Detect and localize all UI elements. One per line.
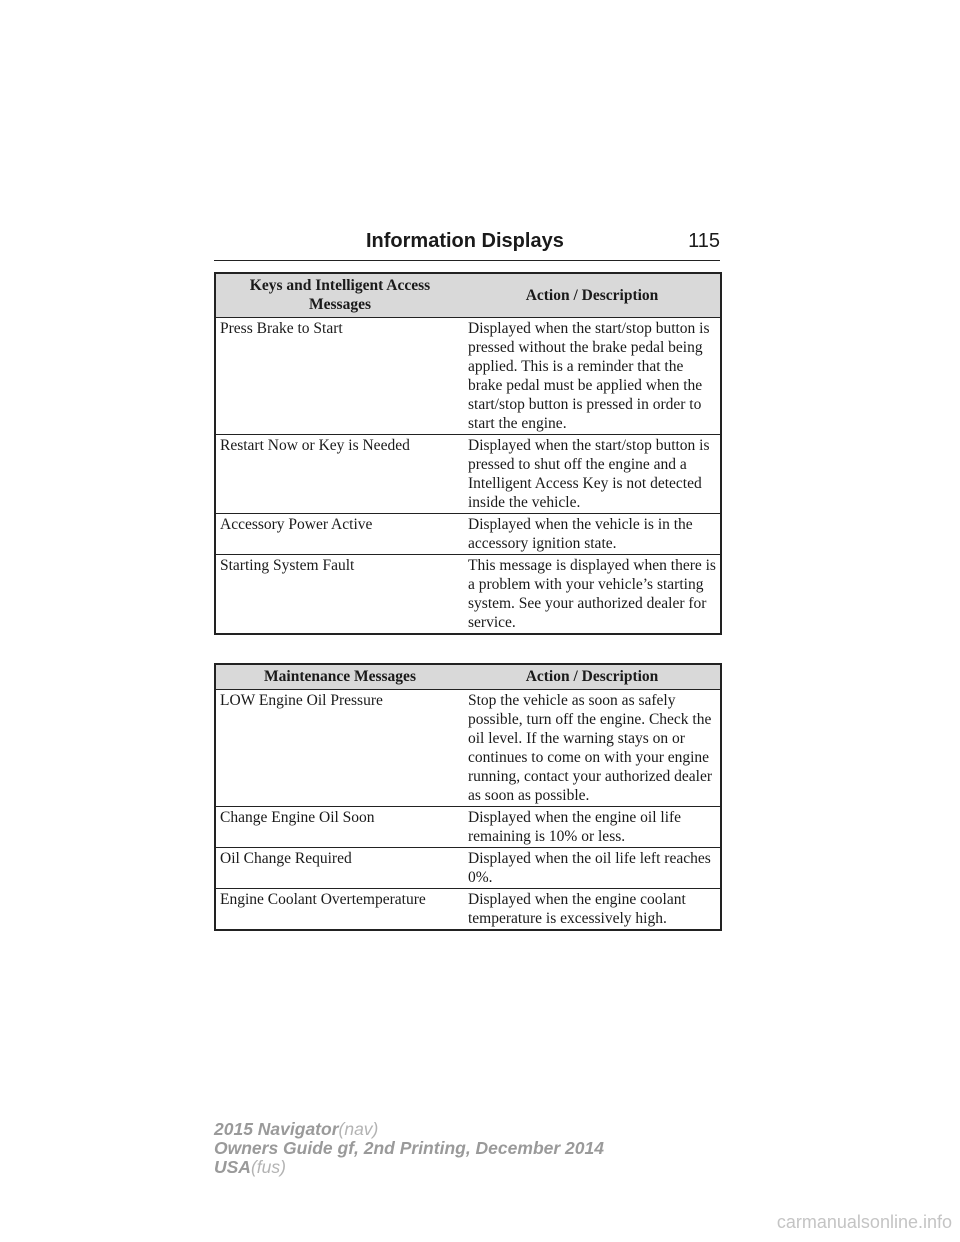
message-cell: Press Brake to Start [215, 318, 464, 435]
table-header-row [215, 664, 721, 690]
message-cell: Starting System Fault [215, 555, 464, 635]
table-row [215, 435, 721, 514]
description-cell: Displayed when the start/stop button is pressed to shut off the engine and a Intelligent Access Key is not detected inside the vehicle. [464, 435, 721, 514]
message-cell: Restart Now or Key is Needed [215, 435, 464, 514]
keys-messages-table [214, 272, 722, 635]
message-cell: Oil Change Required [215, 848, 464, 889]
table-row [215, 318, 721, 435]
page-number: 115 [688, 230, 720, 252]
description-cell: This message is displayed when there is a problem with your vehicle’s starting system. See your authorized dealer for service. [464, 555, 721, 635]
table-row [215, 848, 721, 889]
footer-market-code: (fus) [250, 1157, 286, 1177]
table-row [215, 807, 721, 848]
description-cell: Displayed when the start/stop button is pressed without the brake pedal being applied. This is a reminder that the brake pedal must be applied when the start/stop button is pressed in order to start the engine. [464, 318, 721, 435]
table-row [215, 889, 721, 931]
table-header-row [215, 273, 721, 318]
footer-edition-text: Owners Guide gf, 2nd Printing, December 2014 [214, 1138, 604, 1158]
footer-line-edition [214, 1139, 604, 1158]
page-title: Information Displays [366, 230, 564, 252]
maintenance-messages-table [214, 663, 722, 931]
description-cell: Displayed when the engine coolant temperature is excessively high. [464, 889, 721, 931]
footer-market-name: USA [214, 1157, 251, 1177]
message-cell: Engine Coolant Overtemperature [215, 889, 464, 931]
column-header-message: Maintenance Messages [215, 664, 464, 690]
table-row [215, 514, 721, 555]
message-cell: Change Engine Oil Soon [215, 807, 464, 848]
table-row [215, 690, 721, 807]
footer-model-name: 2015 Navigator [214, 1119, 339, 1139]
description-cell: Stop the vehicle as soon as safely possible, turn off the engine. Check the oil level. If the warning stays on or continues to come on with your engine running, contact your authorized dealer as soon as possible. [464, 690, 721, 807]
document-footer [214, 1120, 604, 1177]
column-header-action: Action / Description [464, 273, 721, 318]
footer-model-code: (nav) [338, 1119, 379, 1139]
message-cell: LOW Engine Oil Pressure [215, 690, 464, 807]
watermark-text: carmanualsonline.info [776, 1212, 952, 1232]
description-cell: Displayed when the oil life left reaches 0%. [464, 848, 721, 889]
page-header [214, 228, 720, 261]
footer-line-market [214, 1158, 604, 1177]
description-cell: Displayed when the vehicle is in the accessory ignition state. [464, 514, 721, 555]
column-header-action: Action / Description [464, 664, 721, 690]
table-row [215, 555, 721, 635]
message-cell: Accessory Power Active [215, 514, 464, 555]
column-header-message: Keys and Intelligent Access Messages [215, 273, 464, 318]
description-cell: Displayed when the engine oil life remaining is 10% or less. [464, 807, 721, 848]
footer-line-model [214, 1120, 604, 1139]
